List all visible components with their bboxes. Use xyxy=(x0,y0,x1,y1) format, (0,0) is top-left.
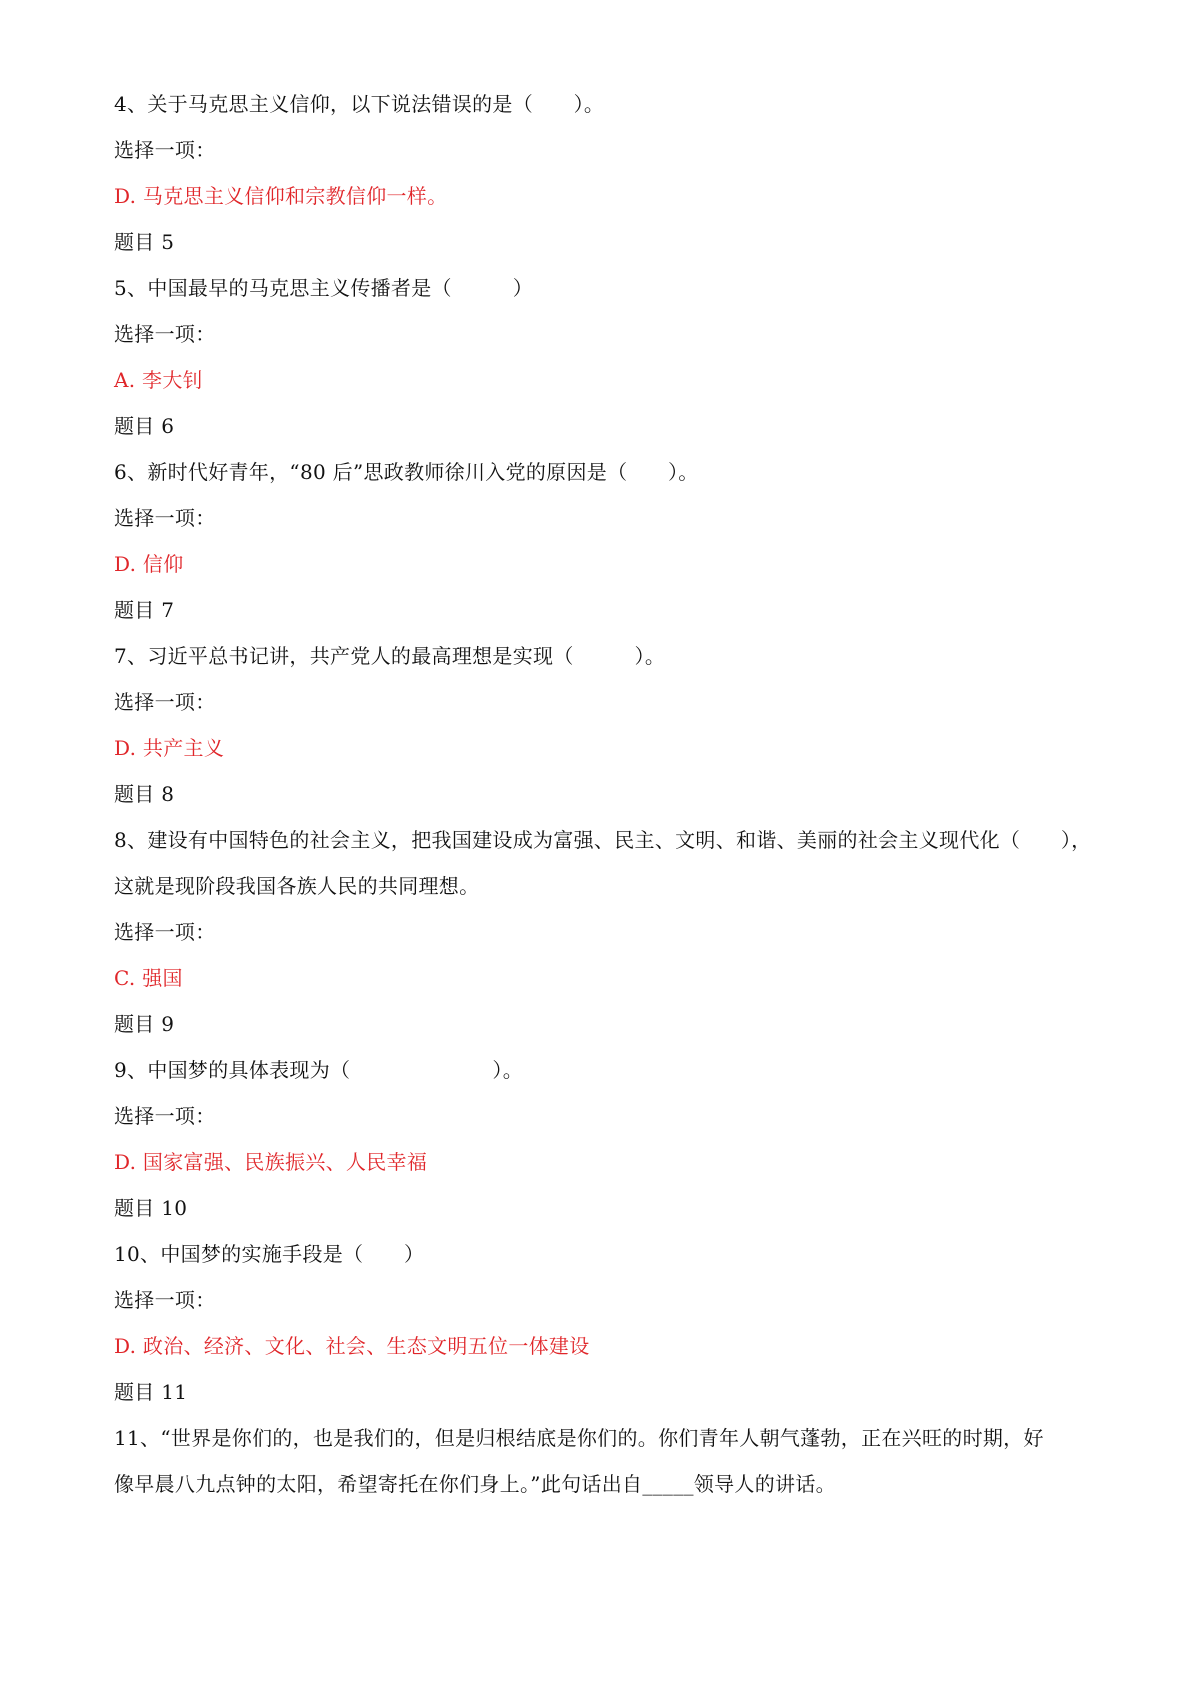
question-heading-11: 题目 11 xyxy=(114,1380,188,1404)
choose-one-prompt: 选择一项： xyxy=(114,1288,216,1312)
answer-5: A. 李大钊 xyxy=(114,368,203,392)
question-heading-8: 题目 8 xyxy=(114,782,175,806)
answer-8: C. 强国 xyxy=(114,966,183,990)
question-heading-7: 题目 7 xyxy=(114,598,175,622)
question-8-text-cont: 这就是现阶段我国各族人民的共同理想。 xyxy=(114,874,480,898)
question-4-text: 4、关于马克思主义信仰，以下说法错误的是（ ）。 xyxy=(114,92,605,116)
choose-one-prompt: 选择一项： xyxy=(114,920,216,944)
choose-one-prompt: 选择一项： xyxy=(114,690,216,714)
question-heading-6: 题目 6 xyxy=(114,414,175,438)
question-10-text: 10、中国梦的实施手段是（ ） xyxy=(114,1242,425,1266)
answer-7: D. 共产主义 xyxy=(114,736,225,760)
choose-one-prompt: 选择一项： xyxy=(114,1104,216,1128)
question-heading-10: 题目 10 xyxy=(114,1196,188,1220)
question-5-text: 5、中国最早的马克思主义传播者是（ ） xyxy=(114,276,534,300)
question-7-text: 7、习近平总书记讲，共产党人的最高理想是实现（ ）。 xyxy=(114,644,666,668)
answer-6: D. 信仰 xyxy=(114,552,184,576)
answer-9: D. 国家富强、民族振兴、人民幸福 xyxy=(114,1150,428,1174)
question-11-text-cont: 像早晨八九点钟的太阳，希望寄托在你们身上。”此句话出自_____领导人的讲话。 xyxy=(114,1472,836,1496)
question-6-text: 6、新时代好青年，“80 后”思政教师徐川入党的原因是（ ）。 xyxy=(114,460,699,484)
question-heading-5: 题目 5 xyxy=(114,230,175,254)
question-heading-9: 题目 9 xyxy=(114,1012,175,1036)
question-11-text: 11、“世界是你们的，也是我们的，但是归根结底是你们的。你们青年人朝气蓬勃，正在兴旺的时期，好 xyxy=(114,1426,1044,1450)
choose-one-prompt: 选择一项： xyxy=(114,506,216,530)
choose-one-prompt: 选择一项： xyxy=(114,138,216,162)
question-8-text: 8、建设有中国特色的社会主义，把我国建设成为富强、民主、文明、和谐、美丽的社会主义现代化（ ）， xyxy=(114,828,1092,852)
answer-4: D. 马克思主义信仰和宗教信仰一样。 xyxy=(114,184,448,208)
choose-one-prompt: 选择一项： xyxy=(114,322,216,346)
question-9-text: 9、中国梦的具体表现为（ ）。 xyxy=(114,1058,524,1082)
answer-10: D. 政治、经济、文化、社会、生态文明五位一体建设 xyxy=(114,1334,590,1358)
